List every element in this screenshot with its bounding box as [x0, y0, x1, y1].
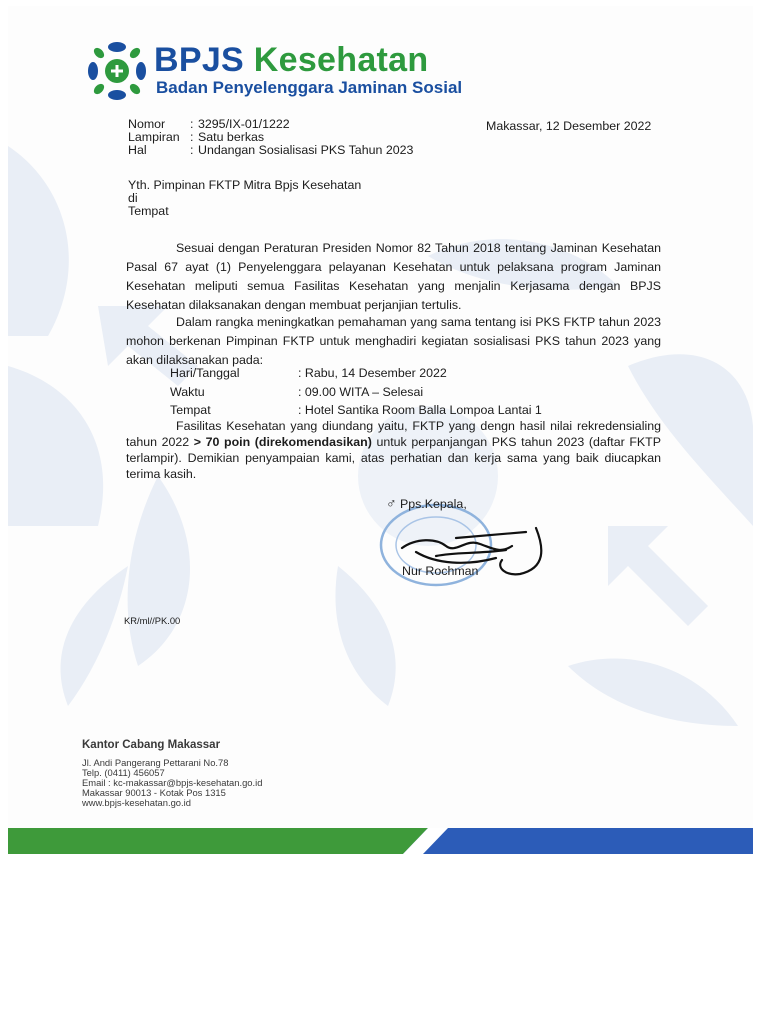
letter-meta: [128, 118, 413, 157]
paragraph-1-text: Sesuai dengan Peraturan Presiden Nomor 82 Tahun 2018 tentang Jaminan Kesehatan Pasal 67 ayat (1) Penyelenggara pelayanan Kesehatan untuk pelaksana program Jaminan Kesehatan meliputi semua Fasilitas Kesehatan yang menjalin Kerjasama dengan BPJS Kesehatan dilaksanakan dengan membuat perjanjian tertulis.: [126, 241, 661, 312]
lampiran-value: Satu berkas: [198, 130, 265, 144]
hal-separator: :: [190, 143, 194, 157]
schedule-label: Tempat: [170, 403, 211, 417]
footer-email: Email : kc-makassar@bpjs-kesehatan.go.id: [82, 777, 263, 788]
schedule-value: : 09.00 WITA – Selesai: [298, 384, 424, 399]
brand-wordmark: [154, 40, 428, 80]
brand-bpjs: BPJS: [154, 41, 245, 79]
footer-postal: Makassar 90013 - Kotak Pos 1315: [82, 787, 226, 798]
nomor-value: 3295/IX-01/1222: [198, 117, 290, 131]
paragraph-1: [126, 239, 661, 315]
paragraph-2: [126, 313, 661, 370]
footer-color-band: [8, 828, 753, 854]
lampiran-separator: :: [190, 130, 194, 144]
paragraph-2-text: Dalam rangka meningkatkan pemahaman yang sama tentang isi PKS FKTP tahun 2023 mohon berkenan Pimpinan FKTP untuk menghadiri kegiatan sosialisasi PKS tahun 2023 yang akan dilaksanakan pada:: [126, 315, 661, 367]
paragraph-3-post: untuk perpanjangan PKS tahun 2023 (daftar FKTP terlampir). Demikian penyampaian kami, atas perhatian dan kerja sama yang baik diucapkan terima kasih.: [126, 435, 661, 481]
schedule-row: [170, 364, 542, 383]
signatory-position: [386, 496, 467, 512]
paragraph-3-bold: > 70 poin (direkomendasikan): [193, 435, 372, 449]
hal-label: Hal: [128, 143, 147, 157]
brand-subtitle: Badan Penyelenggara Jaminan Sosial: [156, 78, 463, 97]
addressee-line3: Tempat: [128, 204, 169, 218]
schedule-label: Waktu: [170, 384, 205, 399]
schedule-row: [170, 401, 542, 420]
hal-value: Undangan Sosialisasi PKS Tahun 2023: [198, 143, 414, 157]
schedule-value: : Rabu, 14 Desember 2022: [298, 366, 447, 380]
addressee-line1: Yth. Pimpinan FKTP Mitra Bpjs Kesehatan: [128, 178, 362, 192]
signatory-name: Nur Rochman: [402, 564, 479, 578]
bpjs-emblem-icon: [86, 40, 148, 102]
addressee-line2: di: [128, 191, 138, 205]
bpjs-logo: [86, 40, 463, 102]
nomor-label: Nomor: [128, 117, 166, 131]
nomor-separator: :: [190, 117, 194, 131]
footer-address: Jl. Andi Pangerang Pettarani No.78: [82, 757, 229, 768]
footer-phone: Telp. (0411) 456057: [82, 767, 165, 778]
schedule-label: Hari/Tanggal: [170, 366, 240, 380]
letter-sheet: [8, 6, 753, 854]
schedule-row: [170, 383, 542, 402]
meta-hal: [128, 144, 413, 157]
brand-kesehatan: Kesehatan: [253, 41, 429, 79]
paragraph-3: [126, 418, 661, 482]
footer-office: Kantor Cabang Makassar: [82, 739, 221, 751]
place-date: Makassar, 12 Desember 2022: [486, 119, 652, 133]
footer-website: www.bpjs-kesehatan.go.id: [82, 797, 191, 808]
paragraph-3-pre: Fasilitas Kesehatan yang diundang yaitu, FKTP yang dengn hasil nilai rekredensialing tahun 2022: [126, 419, 661, 449]
signatory-position-mark: ♂: [386, 495, 397, 511]
lampiran-label: Lampiran: [128, 130, 180, 144]
schedule-table: [170, 364, 542, 420]
signatory-position-text: Pps.Kepala,: [399, 497, 467, 511]
reference-code: KR/ml//PK.00: [124, 615, 181, 626]
schedule-value: : Hotel Santika Room Balla Lompoa Lantai 1: [298, 403, 542, 417]
